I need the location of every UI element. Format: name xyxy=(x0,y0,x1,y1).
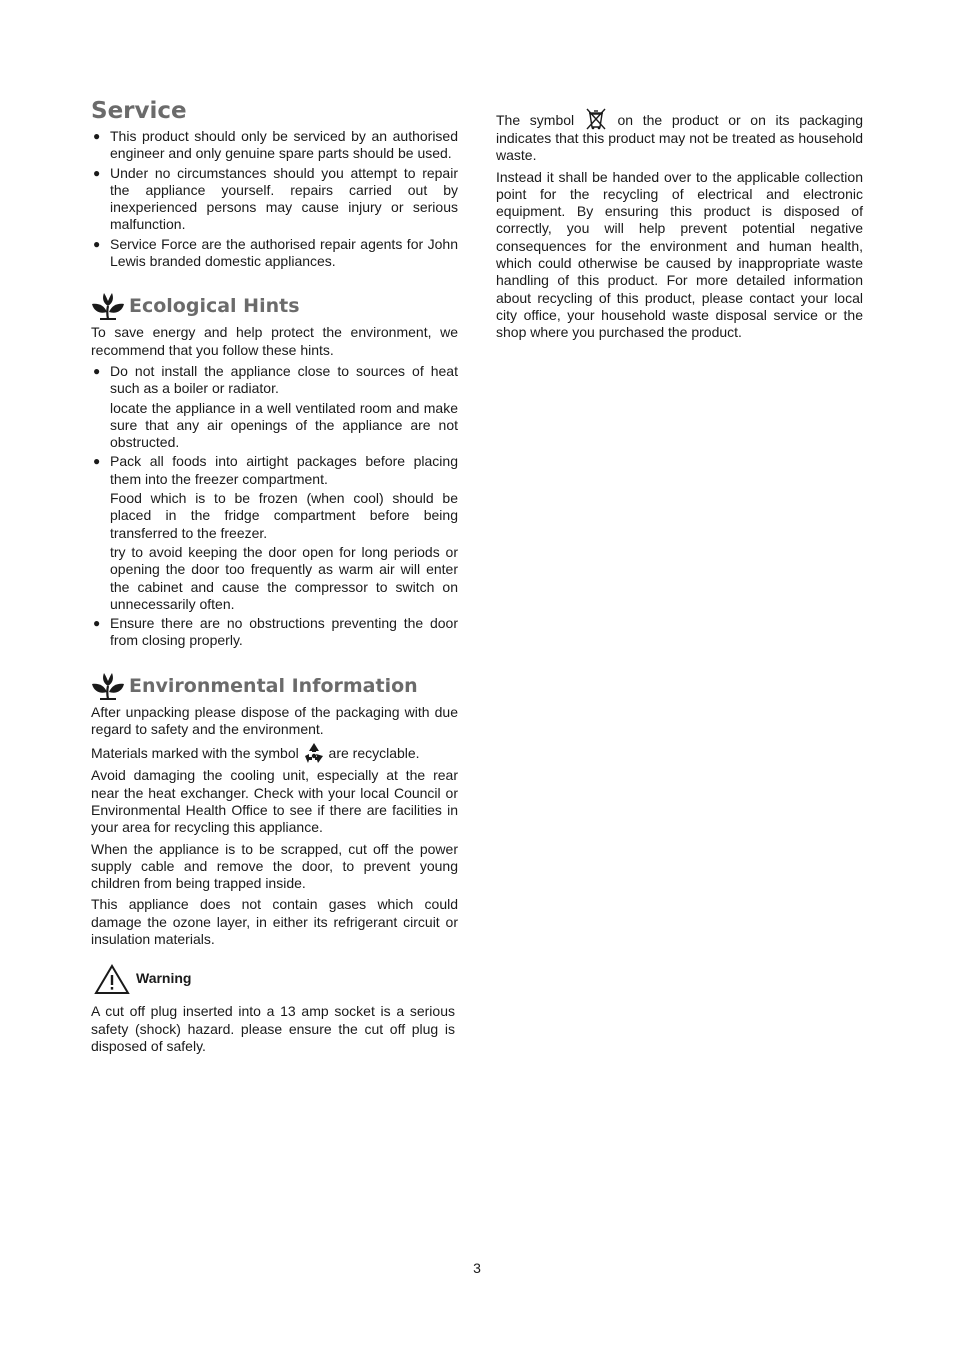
service-bullet-2: Under no circumstances should you attempt to repair the appliance yourself. repairs carried out by inexperienced persons may cause injury or serious malfunction. xyxy=(110,164,458,233)
warning-title: Warning xyxy=(136,970,192,987)
list-item xyxy=(91,453,458,613)
list-item xyxy=(91,165,458,234)
bullet-icon: ● xyxy=(93,616,101,631)
ecological-hints-heading xyxy=(91,292,458,320)
env-symbol-text: Materials marked with the symbol xyxy=(91,745,299,762)
plant-icon xyxy=(91,672,125,700)
bullet-icon: ● xyxy=(93,363,101,378)
service-bullet-1: This product should only be serviced by an authorised engineer and only genuine spare parts should be used. xyxy=(110,128,458,162)
bullet-icon: ● xyxy=(93,165,101,180)
service-bullet-3: Service Force are the authorised repair agents for John Lewis branded domestic appliances. xyxy=(110,235,458,270)
eco-bullet-1-extra: locate the appliance in a well ventilated room and make sure that any air openings of the appliance are not obstructed. xyxy=(110,399,458,451)
service-heading: Service xyxy=(91,98,187,124)
bullet-icon: ● xyxy=(93,454,101,469)
eco-bullet-3: Ensure there are no obstructions preventing the door from closing properly. xyxy=(110,615,458,649)
eco-intro: To save energy and help protect the environment, we recommend that you follow these hints. xyxy=(91,324,458,358)
weee-collection-paragraph: Instead it shall be handed over to the applicable collection point for the recycling of electrical and electronic equipment. By ensuring this product is disposed of correctly, you will help prevent potential negative consequences for the environment and human health, which could otherwise be caused by inappropriate waste handling of this product. For more detailed information about recycling of this product, please contact your local city office, your household waste disposal service or the shop where you purchased the product. xyxy=(496,168,863,341)
env-paragraph-1: After unpacking please dispose of the packaging with due regard to safety and the environment. xyxy=(91,703,458,738)
left-column xyxy=(91,96,458,1059)
service-list xyxy=(91,128,458,270)
eco-bullet-2-extra-2: try to avoid keeping the door open for long periods or opening the door too frequently as warm air will enter the cabinet and cause the compressor to switch on unnecessarily often. xyxy=(110,543,458,612)
ecological-hints-title: Ecological Hints xyxy=(129,295,300,318)
eco-bullet-2-extra-1: Food which is to be frozen (when cool) should be placed in the fridge compartment before being transferred to the freezer. xyxy=(110,490,458,541)
env-recyclable-text: are recyclable. xyxy=(328,745,420,762)
environmental-information-title: Environmental Information xyxy=(129,674,418,697)
weee-symbol-meaning: on the product or on its packaging indicates that this product may not be treated as household waste. xyxy=(496,112,864,164)
list-item xyxy=(91,363,458,451)
env-paragraph-5: This appliance does not contain gases which could damage the ozone layer, in either its refrigerant circuit or insulation materials. xyxy=(91,896,458,947)
eco-list xyxy=(91,363,458,650)
plant-icon xyxy=(91,292,125,320)
warning-triangle-icon xyxy=(94,964,130,995)
eco-bullet-1: Do not install the appliance close to sources of heat such as a boiler or radiator. xyxy=(110,362,458,397)
bullet-icon: ● xyxy=(93,236,101,251)
right-column xyxy=(496,108,863,346)
env-paragraph-3: Avoid damaging the cooling unit, especially at the rear near the heat exchanger. Check with your local Council or Environmental Health Office to see if there are facilities in your area for recycling this appliance. xyxy=(91,767,458,836)
eco-bullet-2: Pack all foods into airtight packages before placing them into the freezer compartment. xyxy=(110,453,458,487)
env-paragraph-4: When the appliance is to be scrapped, cut off the power supply cable and remove the door, to prevent young children from being trapped inside. xyxy=(91,840,458,892)
weee-paragraph xyxy=(496,108,863,165)
list-item xyxy=(91,615,458,650)
weee-symbol-text: The symbol xyxy=(496,112,575,128)
list-item xyxy=(91,128,458,163)
env-paragraph-2 xyxy=(91,742,458,763)
crossed-bin-icon xyxy=(584,108,608,130)
list-item xyxy=(91,236,458,271)
warning-text: A cut off plug inserted into a 13 amp socket is a serious safety (shock) hazard. please ensure the cut off plug is disposed of safely. xyxy=(91,1003,455,1054)
bullet-icon: ● xyxy=(93,129,101,143)
warning-heading xyxy=(94,964,458,995)
environmental-information-heading xyxy=(91,672,458,700)
page-number: 3 xyxy=(473,1260,481,1276)
recycle-icon xyxy=(303,742,325,763)
